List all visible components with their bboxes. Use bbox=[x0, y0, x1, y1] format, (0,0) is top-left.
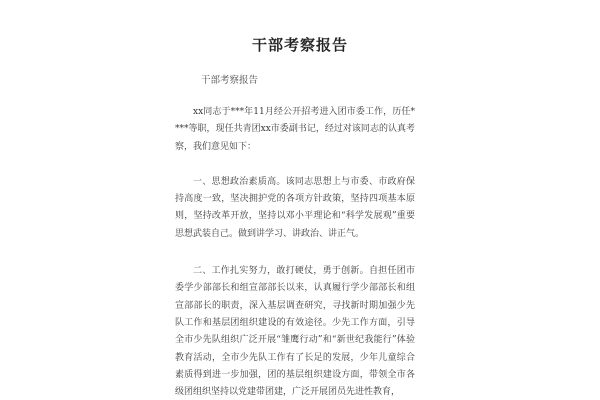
document-body bbox=[175, 74, 415, 400]
paragraph-work-performance: 二、工作扎实努力，敢打硬仗，勇于创新。自担任团市委学少部部长和组宣部部长以来，认真履行学少部部长和组宣部部长的职责，深入基层调查研究，寻找新时期加强少先队工作和基层团组织建设的有效途径。少先工作方面，引导全市少先队组织广泛开展“雏鹰行动”和“新世纪我能行”体验教育活动，全市少先队工作有了长足的发展，少年儿童综合素质得到进一步加强，团的基层组织建设方面，带领全市各级团组织坚持以党建带团建，广泛开展团员先进性教育， bbox=[175, 266, 415, 398]
paragraph-intro: xx同志于***年11月经公开招考进入团市委工作，历任****等职，现任共青团xx市委副书记，经过对该同志的认真考察，我们意见如下： bbox=[175, 107, 415, 152]
paragraph-political-quality: 一、思想政治素质高。该同志思想上与市委、市政府保持高度一致，坚决拥护党的各项方针政策，坚持四项基本原则，坚持改革开放，坚持以邓小平理论和“科学发展观”重要思想武装自己。做到讲学习、讲政治、讲正气。 bbox=[175, 176, 415, 239]
document-subtitle: 干部考察报告 bbox=[201, 75, 259, 86]
document-title: 干部考察报告 bbox=[251, 36, 348, 54]
